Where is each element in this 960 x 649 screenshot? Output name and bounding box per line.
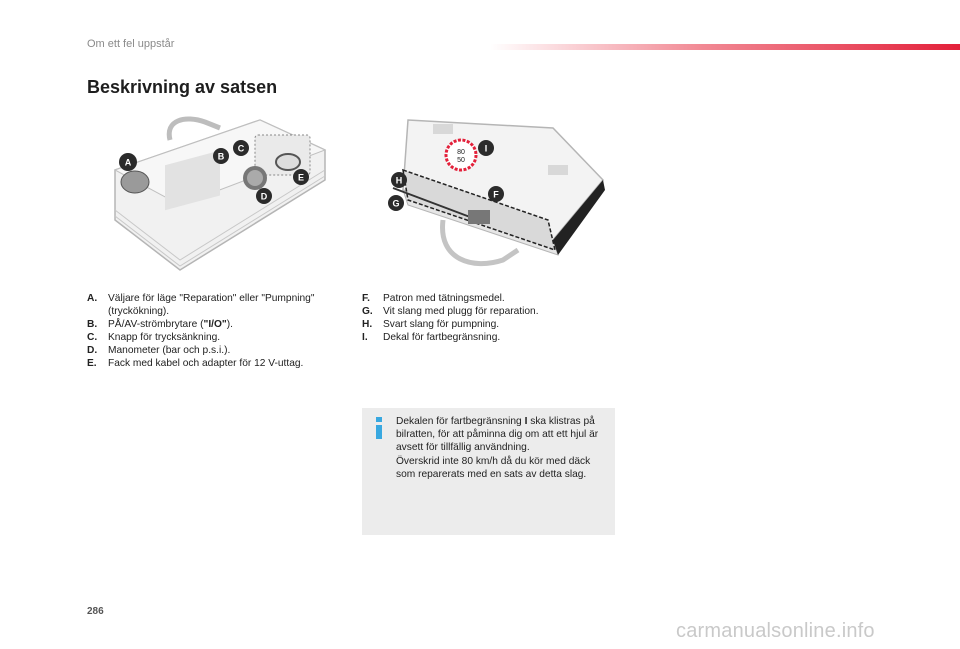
- item-key: B.: [87, 319, 98, 330]
- list-item: [362, 292, 612, 305]
- item-text: Svart slang för pumpning.: [383, 319, 500, 330]
- label-a: [119, 153, 137, 171]
- item-text: Knapp för trycksänkning.: [108, 332, 221, 343]
- item-text: Dekal för fartbegränsning.: [383, 332, 501, 343]
- item-key: H.: [362, 319, 373, 330]
- svg-text:B: B: [217, 151, 225, 162]
- svg-text:A: A: [124, 157, 132, 168]
- item-text: Väljare för läge "Reparation" eller "Pumpning" (tryckökning).: [108, 293, 315, 317]
- item-text: Vit slang med plugg för reparation.: [383, 306, 539, 317]
- label-i: [478, 140, 494, 156]
- sticker-top-value: 80: [457, 149, 465, 156]
- item-key: G.: [362, 306, 373, 317]
- page-number: 286: [87, 606, 104, 617]
- list-item: [87, 331, 352, 344]
- kit-bottom-illustration: [383, 110, 608, 275]
- header-accent-line: [490, 44, 960, 50]
- info-paragraph-2: Överskrid inte 80 km/h då du kör med däck som reparerats med en sats av detta slag.: [396, 455, 591, 480]
- item-key: E.: [87, 358, 97, 369]
- info-p1-pre: Dekalen för fartbegränsning: [396, 416, 525, 427]
- svg-text:H: H: [395, 175, 403, 186]
- list-item: [362, 305, 612, 318]
- page-title: Beskrivning av satsen: [87, 77, 278, 97]
- label-d: [256, 188, 272, 204]
- info-p1-post: ska klistras på bilratten, för att påminna dig om att ett hjul är avsett för tillfällig användning.: [396, 416, 599, 454]
- item-key: F.: [362, 293, 370, 304]
- label-b: [213, 148, 229, 164]
- sticker-bottom-value: 50: [457, 157, 465, 164]
- svg-text:E: E: [297, 172, 305, 183]
- info-text: [396, 415, 606, 481]
- section-title: Om ett fel uppstår: [87, 38, 175, 50]
- label-c: [233, 140, 249, 156]
- list-item: [87, 318, 352, 331]
- parts-list-right: [362, 292, 612, 344]
- svg-text:C: C: [237, 143, 245, 154]
- item-text: Fack med kabel och adapter för 12 V-uttag.: [108, 358, 304, 369]
- label-e: [293, 169, 309, 185]
- label-f: [488, 186, 504, 202]
- info-p1-bold: I: [524, 416, 528, 427]
- item-text-pre: PÅ/AV-strömbrytare (: [108, 319, 204, 330]
- item-key: C.: [87, 332, 98, 343]
- item-text: [108, 318, 352, 331]
- svg-text:I: I: [484, 143, 488, 154]
- item-key: A.: [87, 293, 98, 304]
- watermark: carmanualsonline.info: [676, 620, 875, 642]
- list-item: [87, 357, 352, 370]
- item-key: D.: [87, 345, 98, 356]
- list-item: [362, 331, 612, 344]
- item-text-post: ).: [226, 319, 233, 330]
- list-item: [87, 344, 352, 357]
- info-paragraph-1: [396, 415, 606, 455]
- info-box: [362, 408, 615, 535]
- svg-text:F: F: [493, 189, 499, 200]
- item-text: Patron med tätningsmedel.: [383, 293, 505, 304]
- label-h: [391, 172, 407, 188]
- info-icon: [371, 417, 387, 439]
- parts-list-left: [87, 292, 352, 370]
- list-item: [87, 292, 352, 318]
- svg-text:D: D: [260, 191, 268, 202]
- kit-front-illustration: [110, 110, 335, 280]
- svg-text:G: G: [392, 198, 400, 209]
- item-text-bold: "I/O": [203, 319, 227, 330]
- item-text: Manometer (bar och p.s.i.).: [108, 345, 231, 356]
- label-g: [388, 195, 404, 211]
- item-key: I.: [362, 332, 368, 343]
- list-item: [362, 318, 612, 331]
